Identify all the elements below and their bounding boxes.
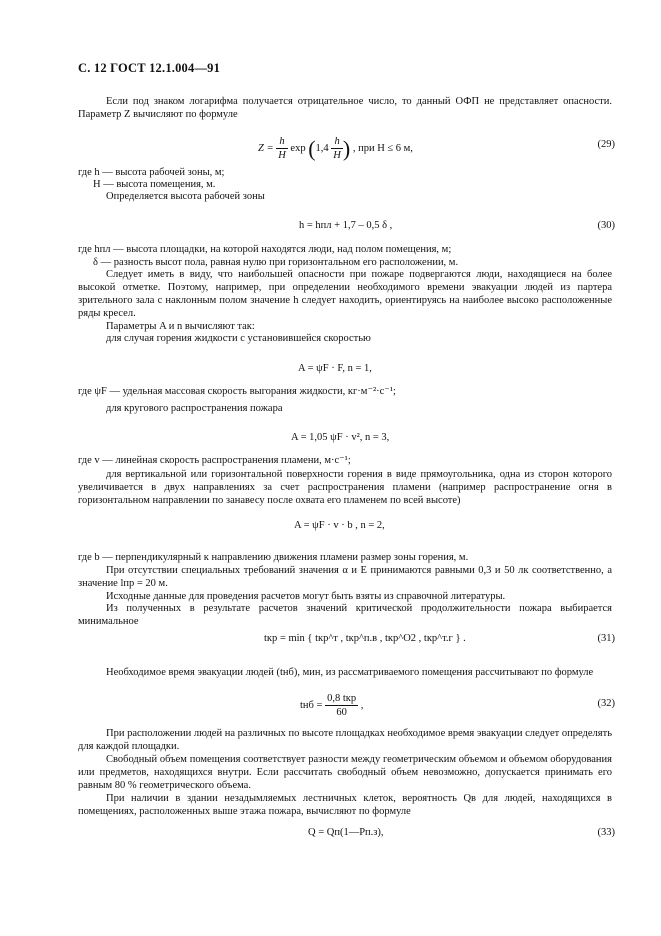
eq29-coef: 1,4: [315, 142, 329, 154]
page-header: С. 12 ГОСТ 12.1.004—91: [78, 61, 221, 75]
where-h: где h — высота рабочей зоны, м;: [78, 167, 225, 178]
eq32-fraction: [325, 692, 358, 719]
equation-a-rectangle: A = ψF · v · b , n = 2,: [294, 520, 385, 531]
paragraph-source: Исходные данные для проведения расчетов могут быть взяты из справочной литературы.: [106, 591, 506, 602]
eq29-condition: , при H ≤ 6 м,: [352, 142, 413, 154]
where-delta: δ — разность высот пола, равная нулю при горизонтальном его расположении, м.: [93, 257, 459, 268]
paragraph-log: Если под знаком логарифма получается отрицательное число, то данный ОФП не представляет опасности. Параметр Z вычисляют по формуле: [78, 96, 612, 120]
where-v: где v — линейная скорость распространения пламени, м·с⁻¹;: [78, 455, 351, 466]
paragraph-absence: При отсутствии специальных требований значения α и E принимаются равными 0,3 и 50 лк соответственно, а значение lпр = 20 м.: [78, 565, 612, 589]
eq32-lhs: tнб =: [300, 699, 323, 711]
eq32-numerator: 0,8 tкр: [327, 693, 357, 704]
paragraph-params: Параметры A и n вычисляют так:: [106, 321, 255, 332]
where-hpl: где hпл — высота площадки, на которой находятся люди, над полом помещения, м;: [78, 244, 452, 255]
paragraph-circular: для кругового распространения пожара: [106, 403, 283, 414]
eq31-number: (31): [597, 633, 615, 644]
eq30-number: (30): [597, 220, 615, 231]
equation-29: Z = $\frac{h}{H}$ exp (1,4 $\frac{h}{H}$ ) , при H ≤ 6 м,: [258, 136, 413, 161]
paragraph-liquid: для случая горения жидкости с установившейся скоростью: [106, 333, 371, 344]
paragraph-free-volume: Свободный объем помещения соответствует разности между геометрическим объемом и объемом оборудования или предметов, находящихся внутри. Если рассчитать свободный объем невозможно, допускается принимать его равным 80 % геометрического объема.: [78, 754, 612, 791]
eq29-lhs: Z =: [258, 142, 274, 154]
paragraph-stairs: При наличии в здании незадымляемых лестничных клеток, вероятность Qв для людей, находящихся в помещениях, расположенных выше этажа пожара, вычисляют по формуле: [78, 793, 612, 817]
equation-31: tкр = min { tкр^т , tкр^п.в , tкр^O2 , tкр^т.г } .: [264, 633, 466, 644]
paragraph-needed-time: Необходимое время эвакуации людей (tнб), мин, из рассматриваемого помещения рассчитывают по формуле: [106, 667, 594, 678]
eq32-denominator: 60: [336, 707, 347, 718]
eq29-frac1: $\frac{h}{H}$: [278, 136, 286, 161]
paragraph-levels: При расположении людей на различных по высоте площадках необходимое время эвакуации следует определять для каждой площадки.: [78, 728, 612, 752]
eq33-number: (33): [597, 827, 615, 838]
equation-a-circular: A = 1,05 ψF · v², n = 3,: [291, 432, 390, 443]
eq29-number: (29): [597, 139, 615, 150]
where-b: где b — перпендикулярный к направлению движения пламени размер зоны горения, м.: [78, 552, 469, 563]
eq32-number: (32): [597, 698, 615, 709]
where-psi: где ψF — удельная массовая скорость выгорания жидкости, кг·м⁻²·с⁻¹;: [78, 386, 396, 397]
where-H: H — высота помещения, м.: [93, 179, 216, 190]
eq29-exp: exp: [290, 142, 306, 154]
equation-33: Q = Qп(1—Pп.з),: [308, 827, 384, 838]
paragraph-work-zone: Определяется высота рабочей зоны: [106, 191, 265, 202]
paragraph-rectangle: для вертикальной или горизонтальной поверхности горения в виде прямоугольника, одна из сторон которого увеличивается в двух направлениях за счет распространения пламени (например распространение огня в горизонтальном направлении по занавесу после охвата его пламенем по всей высоте): [78, 469, 612, 506]
equation-32: tнб = $\frac{\text{0,8 tкр}}{60}$ ,: [300, 693, 364, 718]
equation-30: h = hпл + 1,7 – 0,5 δ ,: [299, 220, 393, 231]
equation-a-liquid: A = ψF · F, n = 1,: [298, 363, 372, 374]
eq29-frac2: $\frac{h}{H}$: [333, 136, 341, 161]
paragraph-minimum: Из полученных в результате расчетов значений критической продолжительности пожара выбирается минимальное: [78, 603, 612, 627]
paragraph-keep-in-mind: Следует иметь в виду, что наибольшей опасности при пожаре подвергаются люди, находящиеся на более высокой отметке. Поэтому, например, при определении необходимого времени эвакуации людей из партера зрительного зала с наклонным полом значение h следует находить, ориентируясь на наиболее высоко расположенные ряды кресел.: [78, 269, 612, 319]
